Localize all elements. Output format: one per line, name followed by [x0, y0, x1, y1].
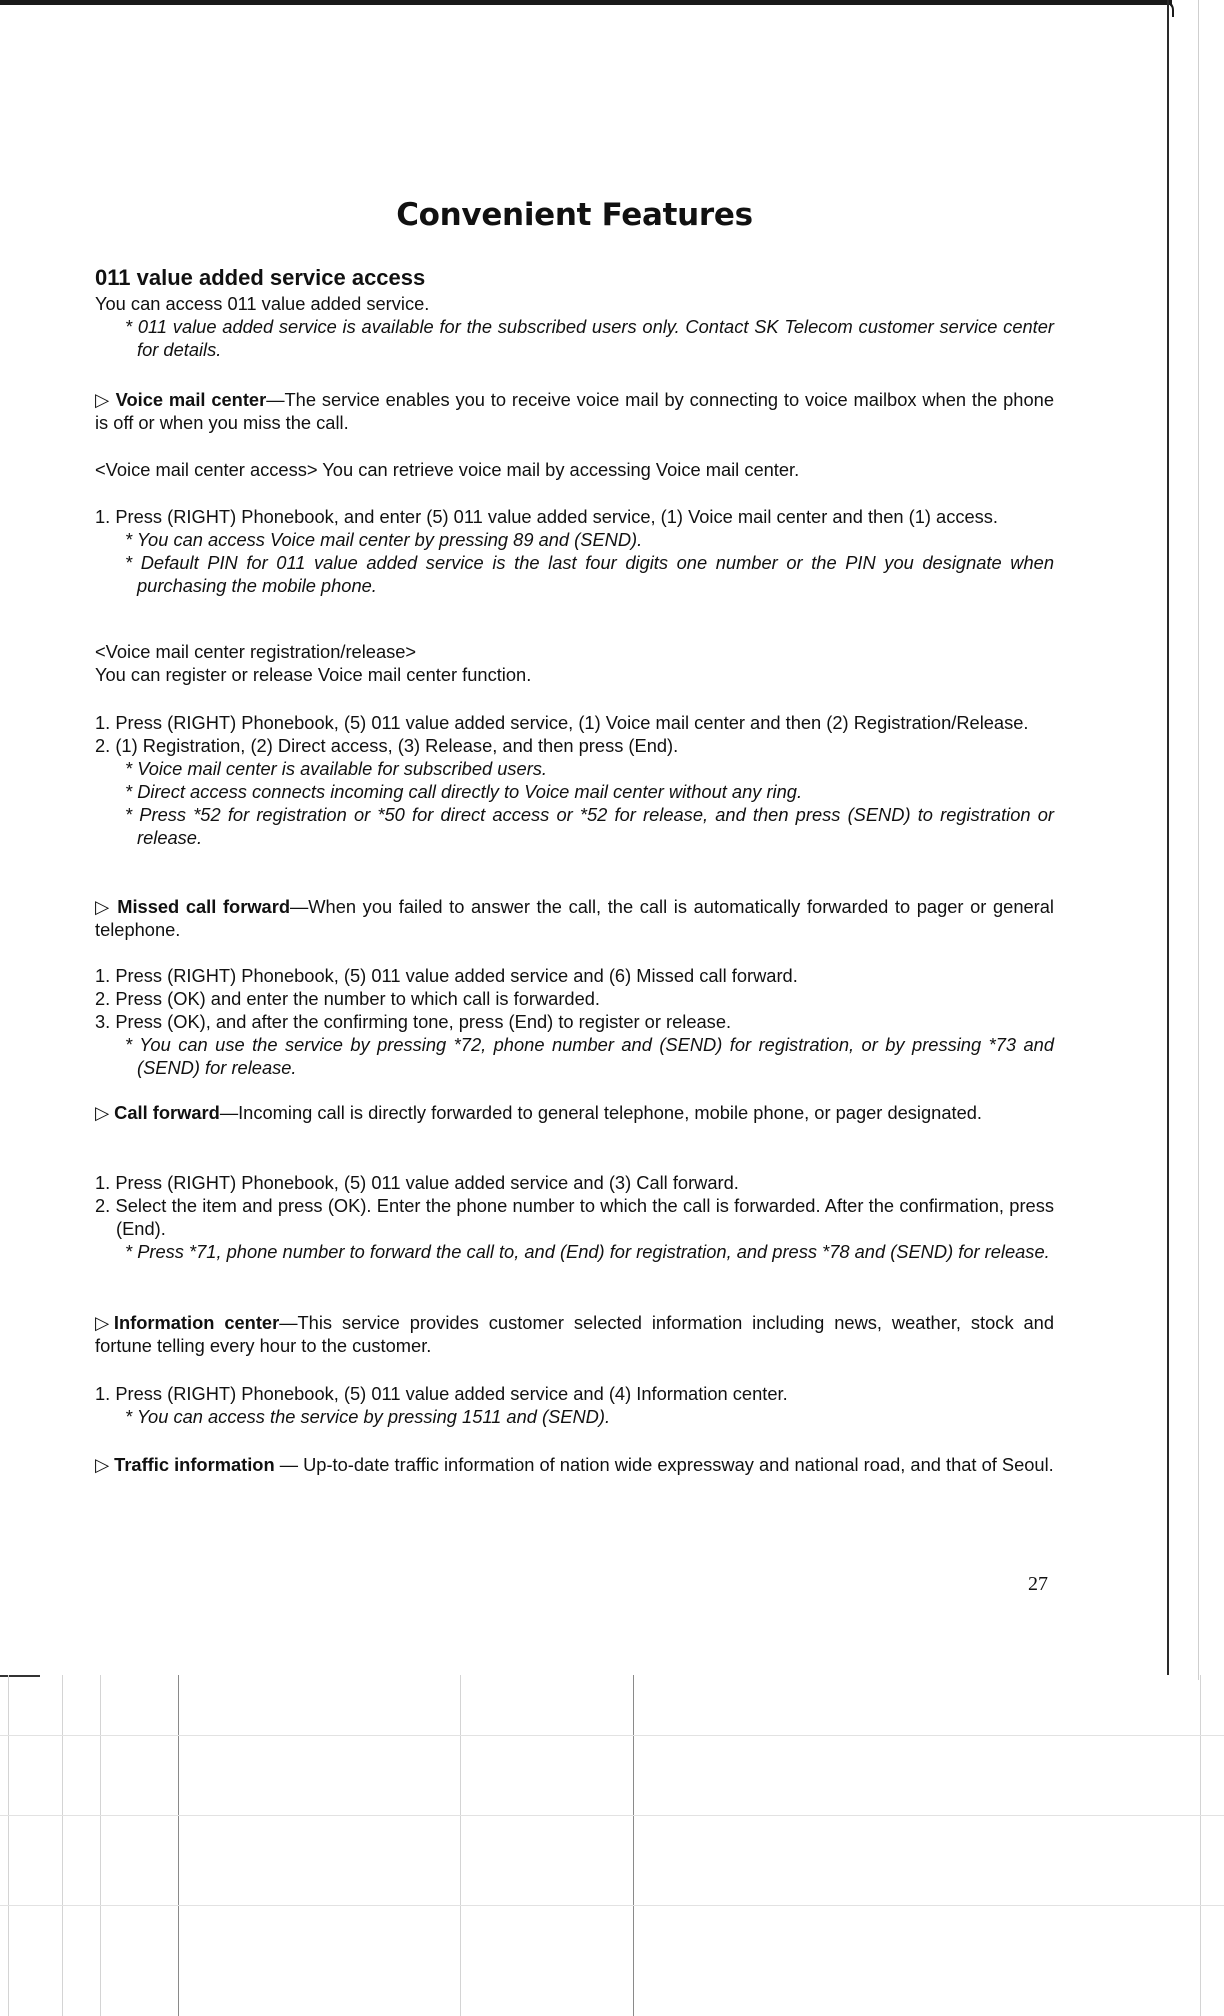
scan-line — [0, 1735, 1224, 1736]
traffic-heading: Traffic information — [114, 1454, 275, 1475]
voice-mail-registration — [95, 640, 1054, 686]
intro-text: You can access 011 value added service. — [95, 293, 430, 314]
info-center-step-1: 1. Press (RIGHT) Phonebook, (5) 011 value added service and (4) Information center. — [95, 1383, 788, 1404]
traffic-lead — [95, 1453, 1054, 1476]
scan-edge-right-faint — [1198, 0, 1199, 1680]
scan-line — [633, 1675, 634, 2016]
registration-note-2: * Direct access connects incoming call directly to Voice mail center without any ring. — [125, 781, 803, 802]
access-note-1: * You can access Voice mail center by pressing 89 and (SEND). — [125, 529, 643, 550]
missed-call-step-2: 2. Press (OK) and enter the number to which call is forwarded. — [95, 988, 600, 1009]
page-title: Convenient Features — [396, 197, 753, 233]
info-center-note-1: * You can access the service by pressing 1511 and (SEND). — [125, 1406, 611, 1427]
call-forward-note-1: * Press *71, phone number to forward the call to, and (End) for registration, and press *78 and (SEND) for release. — [125, 1241, 1050, 1262]
call-forward-heading: Call forward — [114, 1102, 220, 1123]
scan-line — [178, 1675, 179, 2016]
page-number: 27 — [1028, 1573, 1048, 1595]
voice-mail-lead — [95, 388, 1054, 434]
info-center-header — [95, 1311, 1054, 1357]
call-forward-lead — [95, 1101, 1054, 1124]
traffic-description: — Up-to-date traffic information of nation wide expressway and national road, and that of Seoul. — [274, 1454, 1054, 1475]
triangle-marker-icon: ▷ — [95, 1102, 110, 1123]
triangle-marker-icon: ▷ — [95, 1312, 114, 1333]
voice-mail-header — [95, 388, 1054, 434]
voice-mail-registration-steps — [95, 711, 1054, 849]
info-center-steps — [95, 1382, 1054, 1428]
missed-call-step-3: 3. Press (OK), and after the confirming tone, press (End) to register or release. — [95, 1011, 732, 1032]
info-center-heading: Information center — [113, 1312, 280, 1333]
traffic-header — [95, 1453, 1054, 1476]
scan-edge-right — [1167, 0, 1169, 1675]
info-center-lead — [95, 1311, 1054, 1357]
call-forward-description: —Incoming call is directly forwarded to general telephone, mobile phone, or pager designated. — [219, 1102, 982, 1123]
missed-call-description: —When you failed to answer the call, the call is automatically forwarded to pager or general telephone. — [95, 896, 1054, 940]
intro-note: * 011 value added service is available for the subscribed users only. Contact SK Telecom customer service center for details. — [125, 316, 1054, 360]
scan-line — [62, 1675, 63, 2016]
registration-step-2: 2. (1) Registration, (2) Direct access, (3) Release, and then press (End). — [95, 735, 679, 756]
registration-note-1: * Voice mail center is available for subscribed users. — [125, 758, 548, 779]
missed-call-step-1: 1. Press (RIGHT) Phonebook, (5) 011 value added service and (6) Missed call forward. — [95, 965, 798, 986]
scan-line — [1200, 1675, 1201, 2016]
scan-line — [8, 1675, 9, 2016]
voice-mail-heading: Voice mail center — [115, 389, 267, 410]
call-forward-header — [95, 1101, 1054, 1124]
registration-step-1: 1. Press (RIGHT) Phonebook, (5) 011 value added service, (1) Voice mail center and then (2) Registration/Release. — [95, 712, 1029, 733]
section-intro — [95, 292, 1054, 361]
voice-mail-access-text: <Voice mail center access> You can retrieve voice mail by accessing Voice mail center. — [95, 459, 800, 480]
missed-call-note-1: * You can use the service by pressing *72, phone number and (SEND) for registration, or by pressing *73 and (SEND) for release. — [125, 1034, 1054, 1078]
scan-line — [100, 1675, 101, 2016]
triangle-marker-icon: ▷ — [95, 389, 110, 410]
scan-bottom-artifacts — [0, 1675, 1224, 2016]
registration-note-3: * Press *52 for registration or *50 for direct access or *52 for release, and then press (SEND) to registration or release. — [125, 804, 1054, 848]
call-forward-step-1: 1. Press (RIGHT) Phonebook, (5) 011 value added service and (3) Call forward. — [95, 1172, 739, 1193]
missed-call-steps — [95, 964, 1054, 1079]
call-forward-steps — [95, 1171, 1054, 1263]
voice-mail-description: —The service enables you to receive voice mail by connecting to voice mailbox when the phone is off or when you miss the call. — [95, 389, 1054, 433]
triangle-marker-icon: ▷ — [95, 896, 111, 917]
scan-edge-top — [0, 0, 1172, 5]
scan-mark — [0, 1675, 40, 1677]
missed-call-lead — [95, 895, 1054, 941]
access-note-2: * Default PIN for 011 value added service is the last four digits one number or the PIN you designate when purchasing the mobile phone. — [125, 552, 1054, 596]
missed-call-heading: Missed call forward — [117, 896, 291, 917]
registration-intro: You can register or release Voice mail center function. — [95, 664, 532, 685]
info-center-description: —This service provides customer selected information including news, weather, stock and fortune telling every hour to the customer. — [95, 1312, 1054, 1356]
scan-line — [0, 1905, 1224, 1906]
call-forward-step-2: 2. Select the item and press (OK). Enter the phone number to which the call is forwarded. After the confirmation, press (End). — [95, 1195, 1054, 1239]
triangle-marker-icon: ▷ — [95, 1454, 110, 1475]
scan-line — [0, 1815, 1224, 1816]
registration-title: <Voice mail center registration/release> — [95, 641, 417, 662]
scan-line — [460, 1675, 461, 2016]
access-step-1: 1. Press (RIGHT) Phonebook, and enter (5) 011 value added service, (1) Voice mail center and then (1) access. — [95, 506, 999, 527]
voice-mail-access-intro — [95, 458, 1054, 481]
voice-mail-access-steps — [95, 505, 1054, 597]
missed-call-header — [95, 895, 1054, 941]
section-title: 011 value added service access — [95, 265, 426, 290]
